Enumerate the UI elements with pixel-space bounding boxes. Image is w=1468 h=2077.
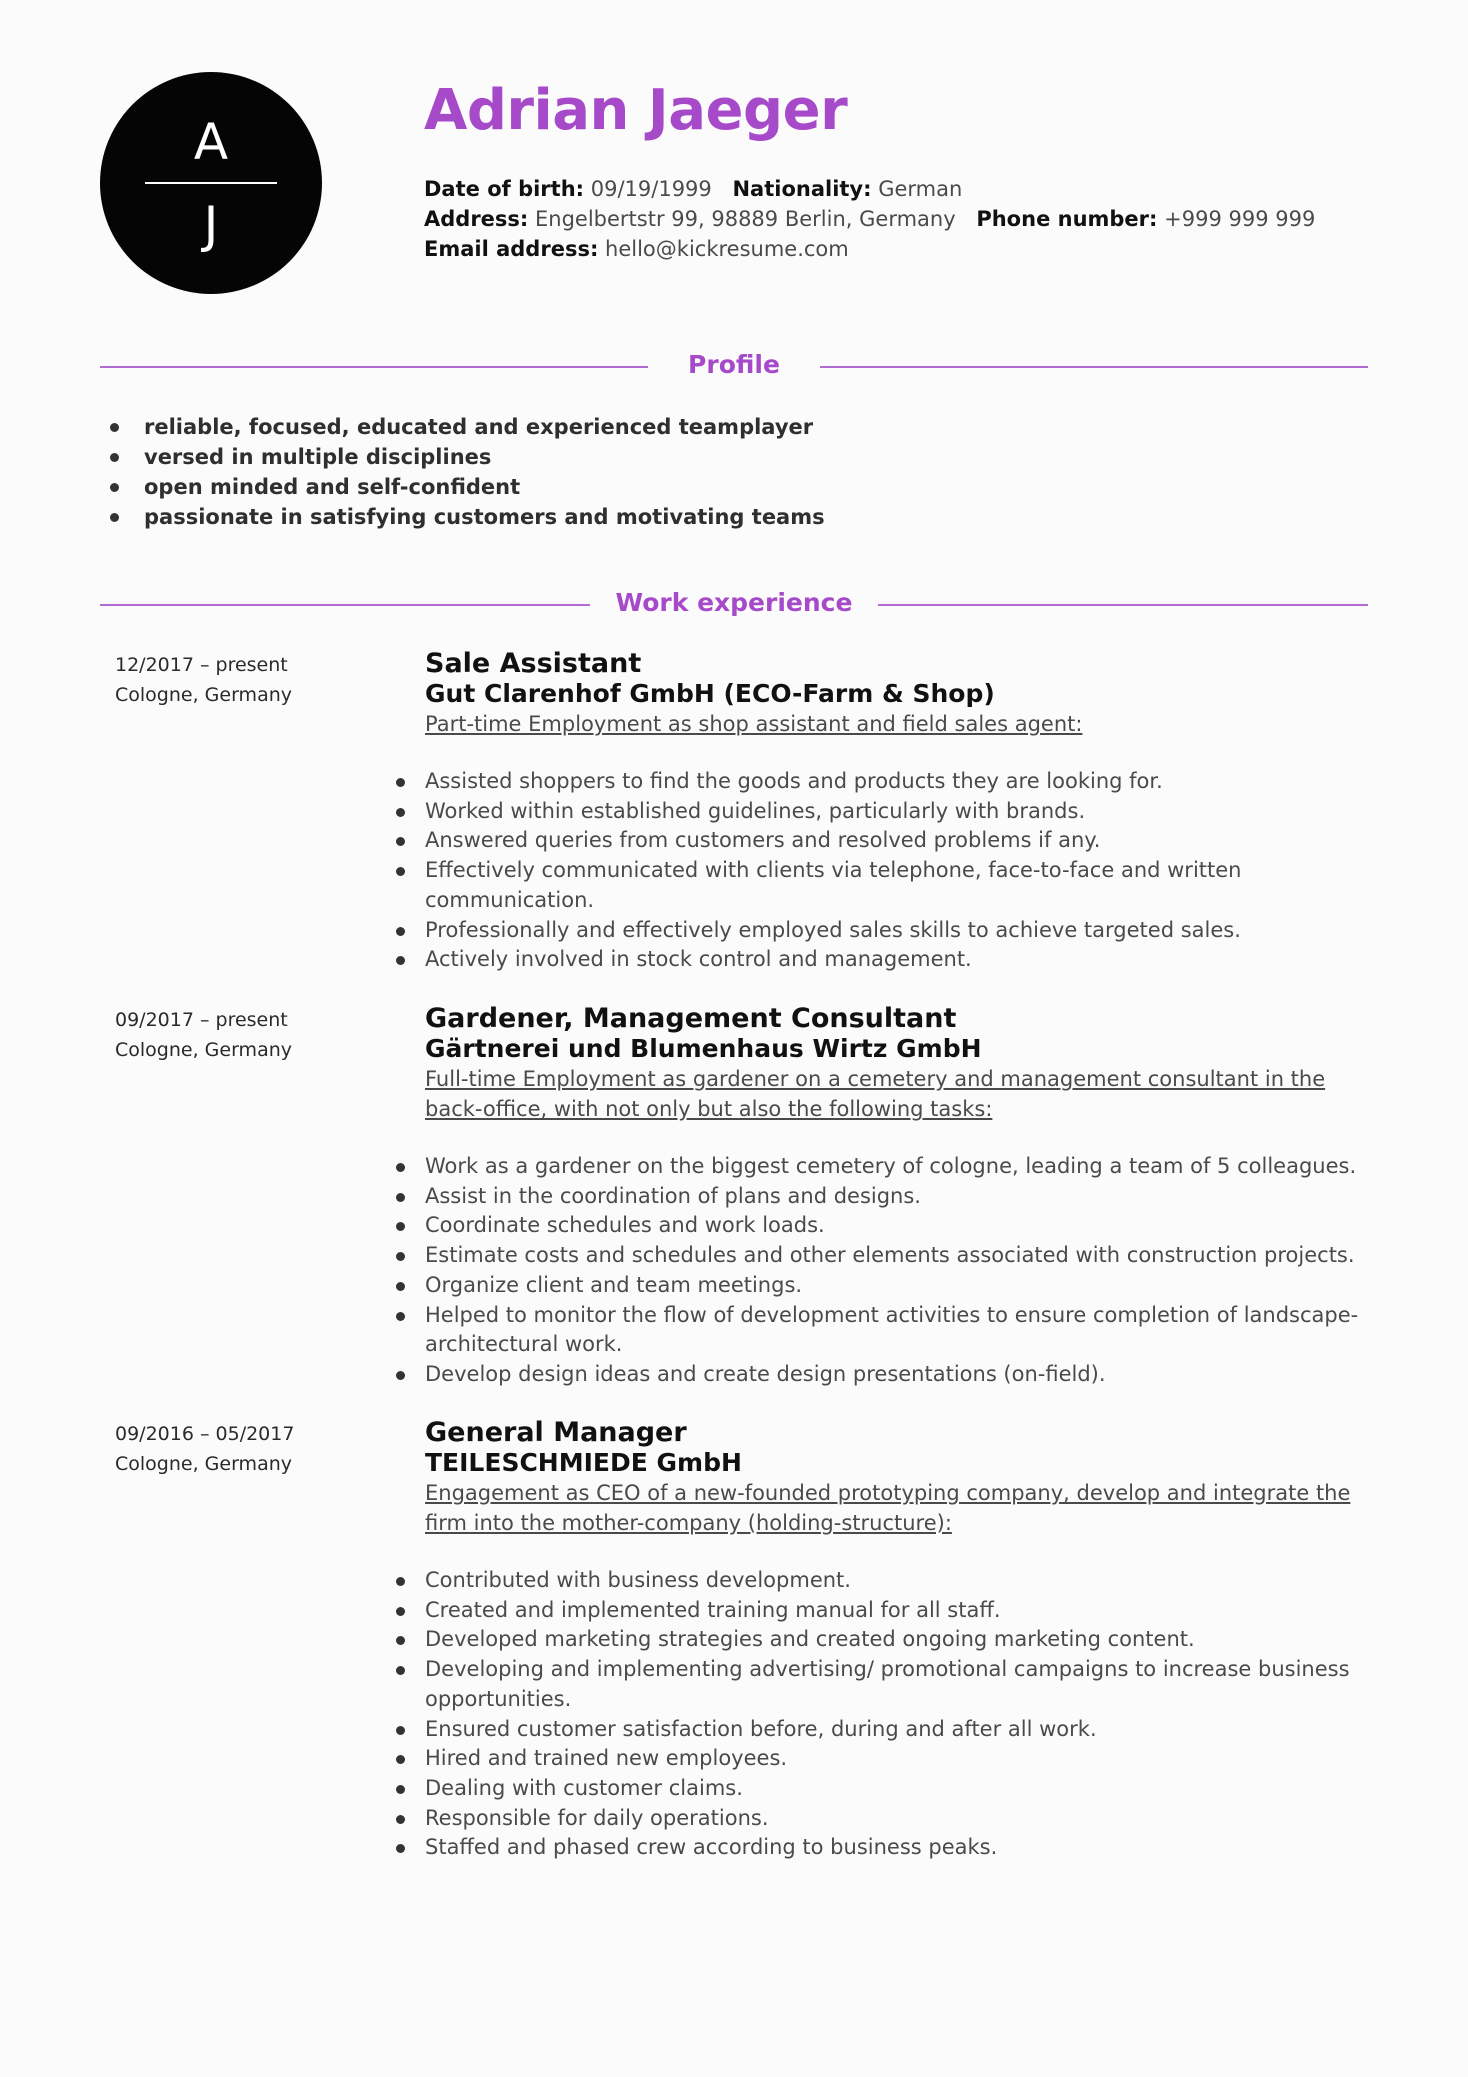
job-bullet: Actively involved in stock control and management. [425,945,1365,975]
job-bullet: Helped to monitor the flow of development activities to ensure completion of landscape-architectural work. [425,1301,1365,1360]
job-bullet: Dealing with customer claims. [425,1774,1365,1804]
avatar-divider [145,182,277,184]
profile-list [110,412,825,532]
job-dates: 09/2017 – present [115,1009,288,1031]
nationality-label: Nationality: [732,177,872,201]
profile-divider-right [820,366,1368,368]
job-dates: 09/2016 – 05/2017 [115,1423,295,1445]
job-bullet: Work as a gardener on the biggest cemetery of cologne, leading a team of 5 colleagues. [425,1152,1365,1182]
job-bullet: Worked within established guidelines, particularly with brands. [425,797,1365,827]
job-meta [115,1419,294,1479]
job-bullet: Responsible for daily operations. [425,1804,1365,1834]
work-divider-right [878,604,1368,606]
job-title: General Manager [425,1417,687,1448]
job-bullet: Assist in the coordination of plans and designs. [425,1182,1365,1212]
profile-heading: Profile [688,350,780,379]
job-bullets [425,1566,1365,1863]
job-bullet: Created and implemented training manual for all staff. [425,1596,1365,1626]
job-description: Part-time Employment as shop assistant and field sales agent: [425,712,1083,736]
candidate-name: Adrian Jaeger [424,78,848,143]
job-bullets [425,1152,1365,1390]
email-value: hello@kickresume.com [605,237,849,261]
job-bullet: Hired and trained new employees. [425,1744,1365,1774]
job-company: Gärtnerei und Blumenhaus Wirtz GmbH [425,1034,982,1063]
avatar-initial-first: A [193,113,229,171]
job-bullet: Contributed with business development. [425,1566,1365,1596]
phone-value: +999 999 999 [1164,207,1316,231]
avatar-initial-last: J [203,196,219,254]
profile-item: versed in multiple disciplines [110,442,825,472]
job-bullet: Staffed and phased crew according to business peaks. [425,1833,1365,1863]
info-row-3 [424,237,849,261]
profile-item: reliable, focused, educated and experienced teamplayer [110,412,825,442]
profile-item: open minded and self-confident [110,472,825,502]
job-bullets [425,767,1365,975]
info-row-2 [424,207,1315,231]
job-description: Engagement as CEO of a new-founded prototyping company, develop and integrate the firm into the mother-company (holding-structure): [425,1481,1351,1535]
job-company: TEILESCHMIEDE GmbH [425,1448,742,1477]
job-location: Cologne, Germany [115,684,292,706]
job-bullet: Estimate costs and schedules and other elements associated with construction projects. [425,1241,1365,1271]
info-row-1 [424,177,962,201]
job-bullet: Developing and implementing advertising/ promotional campaigns to increase business opportunities. [425,1655,1365,1714]
work-divider-left [100,604,590,606]
work-heading: Work experience [615,588,853,617]
address-value: Engelbertstr 99, 98889 Berlin, Germany [535,207,956,231]
job-bullet: Assisted shoppers to find the goods and products they are looking for. [425,767,1365,797]
job-meta [115,650,292,710]
dob-value: 09/19/1999 [590,177,712,201]
job-meta [115,1005,292,1065]
job-body [425,1005,1365,1390]
job-location: Cologne, Germany [115,1453,292,1475]
address-label: Address: [424,207,529,231]
job-bullet: Developed marketing strategies and created ongoing marketing content. [425,1625,1365,1655]
email-label: Email address: [424,237,599,261]
nationality-value: German [878,177,963,201]
job-dates: 12/2017 – present [115,654,288,676]
profile-item: passionate in satisfying customers and motivating teams [110,502,825,532]
job-company: Gut Clarenhof GmbH (ECO-Farm & Shop) [425,679,995,708]
job-description: Full-time Employment as gardener on a cemetery and management consultant in the back-office, with not only but also the following tasks: [425,1067,1326,1121]
dob-label: Date of birth: [424,177,585,201]
job-bullet: Organize client and team meetings. [425,1271,1365,1301]
avatar [100,72,322,294]
job-title: Gardener, Management Consultant [425,1003,957,1034]
job-bullet: Develop design ideas and create design presentations (on-field). [425,1360,1365,1390]
job-bullet: Answered queries from customers and resolved problems if any. [425,826,1365,856]
job-location: Cologne, Germany [115,1039,292,1061]
phone-label: Phone number: [976,207,1158,231]
job-bullet: Effectively communicated with clients via telephone, face-to-face and written communication. [425,856,1365,915]
job-bullet: Coordinate schedules and work loads. [425,1211,1365,1241]
job-body [425,1419,1365,1863]
job-title: Sale Assistant [425,648,642,679]
job-body [425,650,1365,975]
profile-divider-left [100,366,648,368]
job-bullet: Professionally and effectively employed sales skills to achieve targeted sales. [425,916,1365,946]
job-bullet: Ensured customer satisfaction before, during and after all work. [425,1715,1365,1745]
